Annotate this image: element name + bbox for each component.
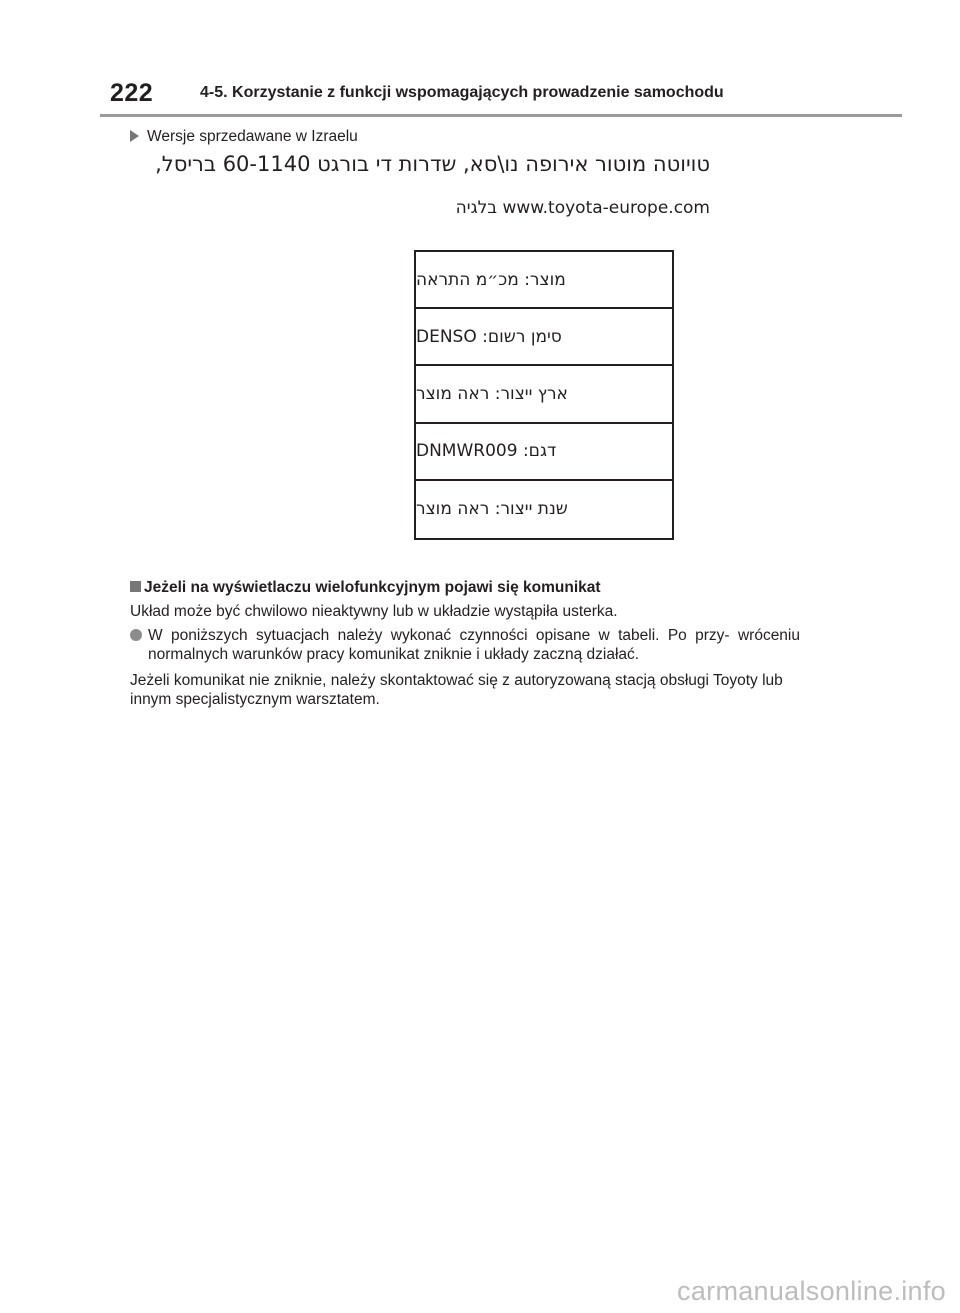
section-heading-text: Jeżeli na wyświetlaczu wielofunkcyjnym pojawi się komunikat xyxy=(144,579,601,596)
hebrew-address-line: טויוטה מוטור אירופה נו\סא, שדרות די בורגט 60-1140 בריסל, xyxy=(155,152,710,176)
variant-line xyxy=(130,128,358,146)
label-row-year: שנת ייצור: ראה מוצר xyxy=(416,499,568,520)
page-header xyxy=(100,76,902,110)
watermark: carmanualsonline.info xyxy=(677,1276,946,1306)
variant-label: Wersje sprzedawane w Izraelu xyxy=(147,128,358,145)
section-title: 4-5. Korzystanie z funkcji wspomagających prowadzenie samochodu xyxy=(200,84,724,101)
circle-bullet-icon xyxy=(130,629,142,641)
label-row-model: דגם: DNMWR009 xyxy=(416,424,672,481)
message-section xyxy=(130,578,800,709)
header-divider xyxy=(100,114,902,117)
hebrew-website-line: www.toyota-europe.com בלגיה xyxy=(455,198,710,218)
label-row-country: ארץ ייצור: ראה מוצר xyxy=(416,366,672,423)
section-heading xyxy=(130,578,800,597)
bullet-item xyxy=(130,626,800,664)
bullet-text: W poniższych sytuacjach należy wykonać czynności opisane w tabeli. Po przy- wróceniu normalnych warunków pracy komunikat zniknie i układy zaczną działać. xyxy=(148,627,800,663)
page-number: 222 xyxy=(110,79,154,107)
closing-paragraph: Jeżeli komunikat nie zniknie, należy skontaktować się z autoryzowaną stacją obsługi Toyoty lub innym specjalistycznym warsztatem. xyxy=(130,672,783,708)
triangle-bullet-icon xyxy=(130,130,139,142)
label-row-trademark: סימן רשום: DENSO xyxy=(416,309,672,366)
square-bullet-icon xyxy=(130,581,141,592)
label-row-product: מוצר: מכ״מ התראה xyxy=(416,252,672,309)
intro-paragraph: Układ może być chwilowo nieaktywny lub w układzie wystąpiła usterka. xyxy=(130,603,618,620)
product-label-table xyxy=(414,250,674,540)
